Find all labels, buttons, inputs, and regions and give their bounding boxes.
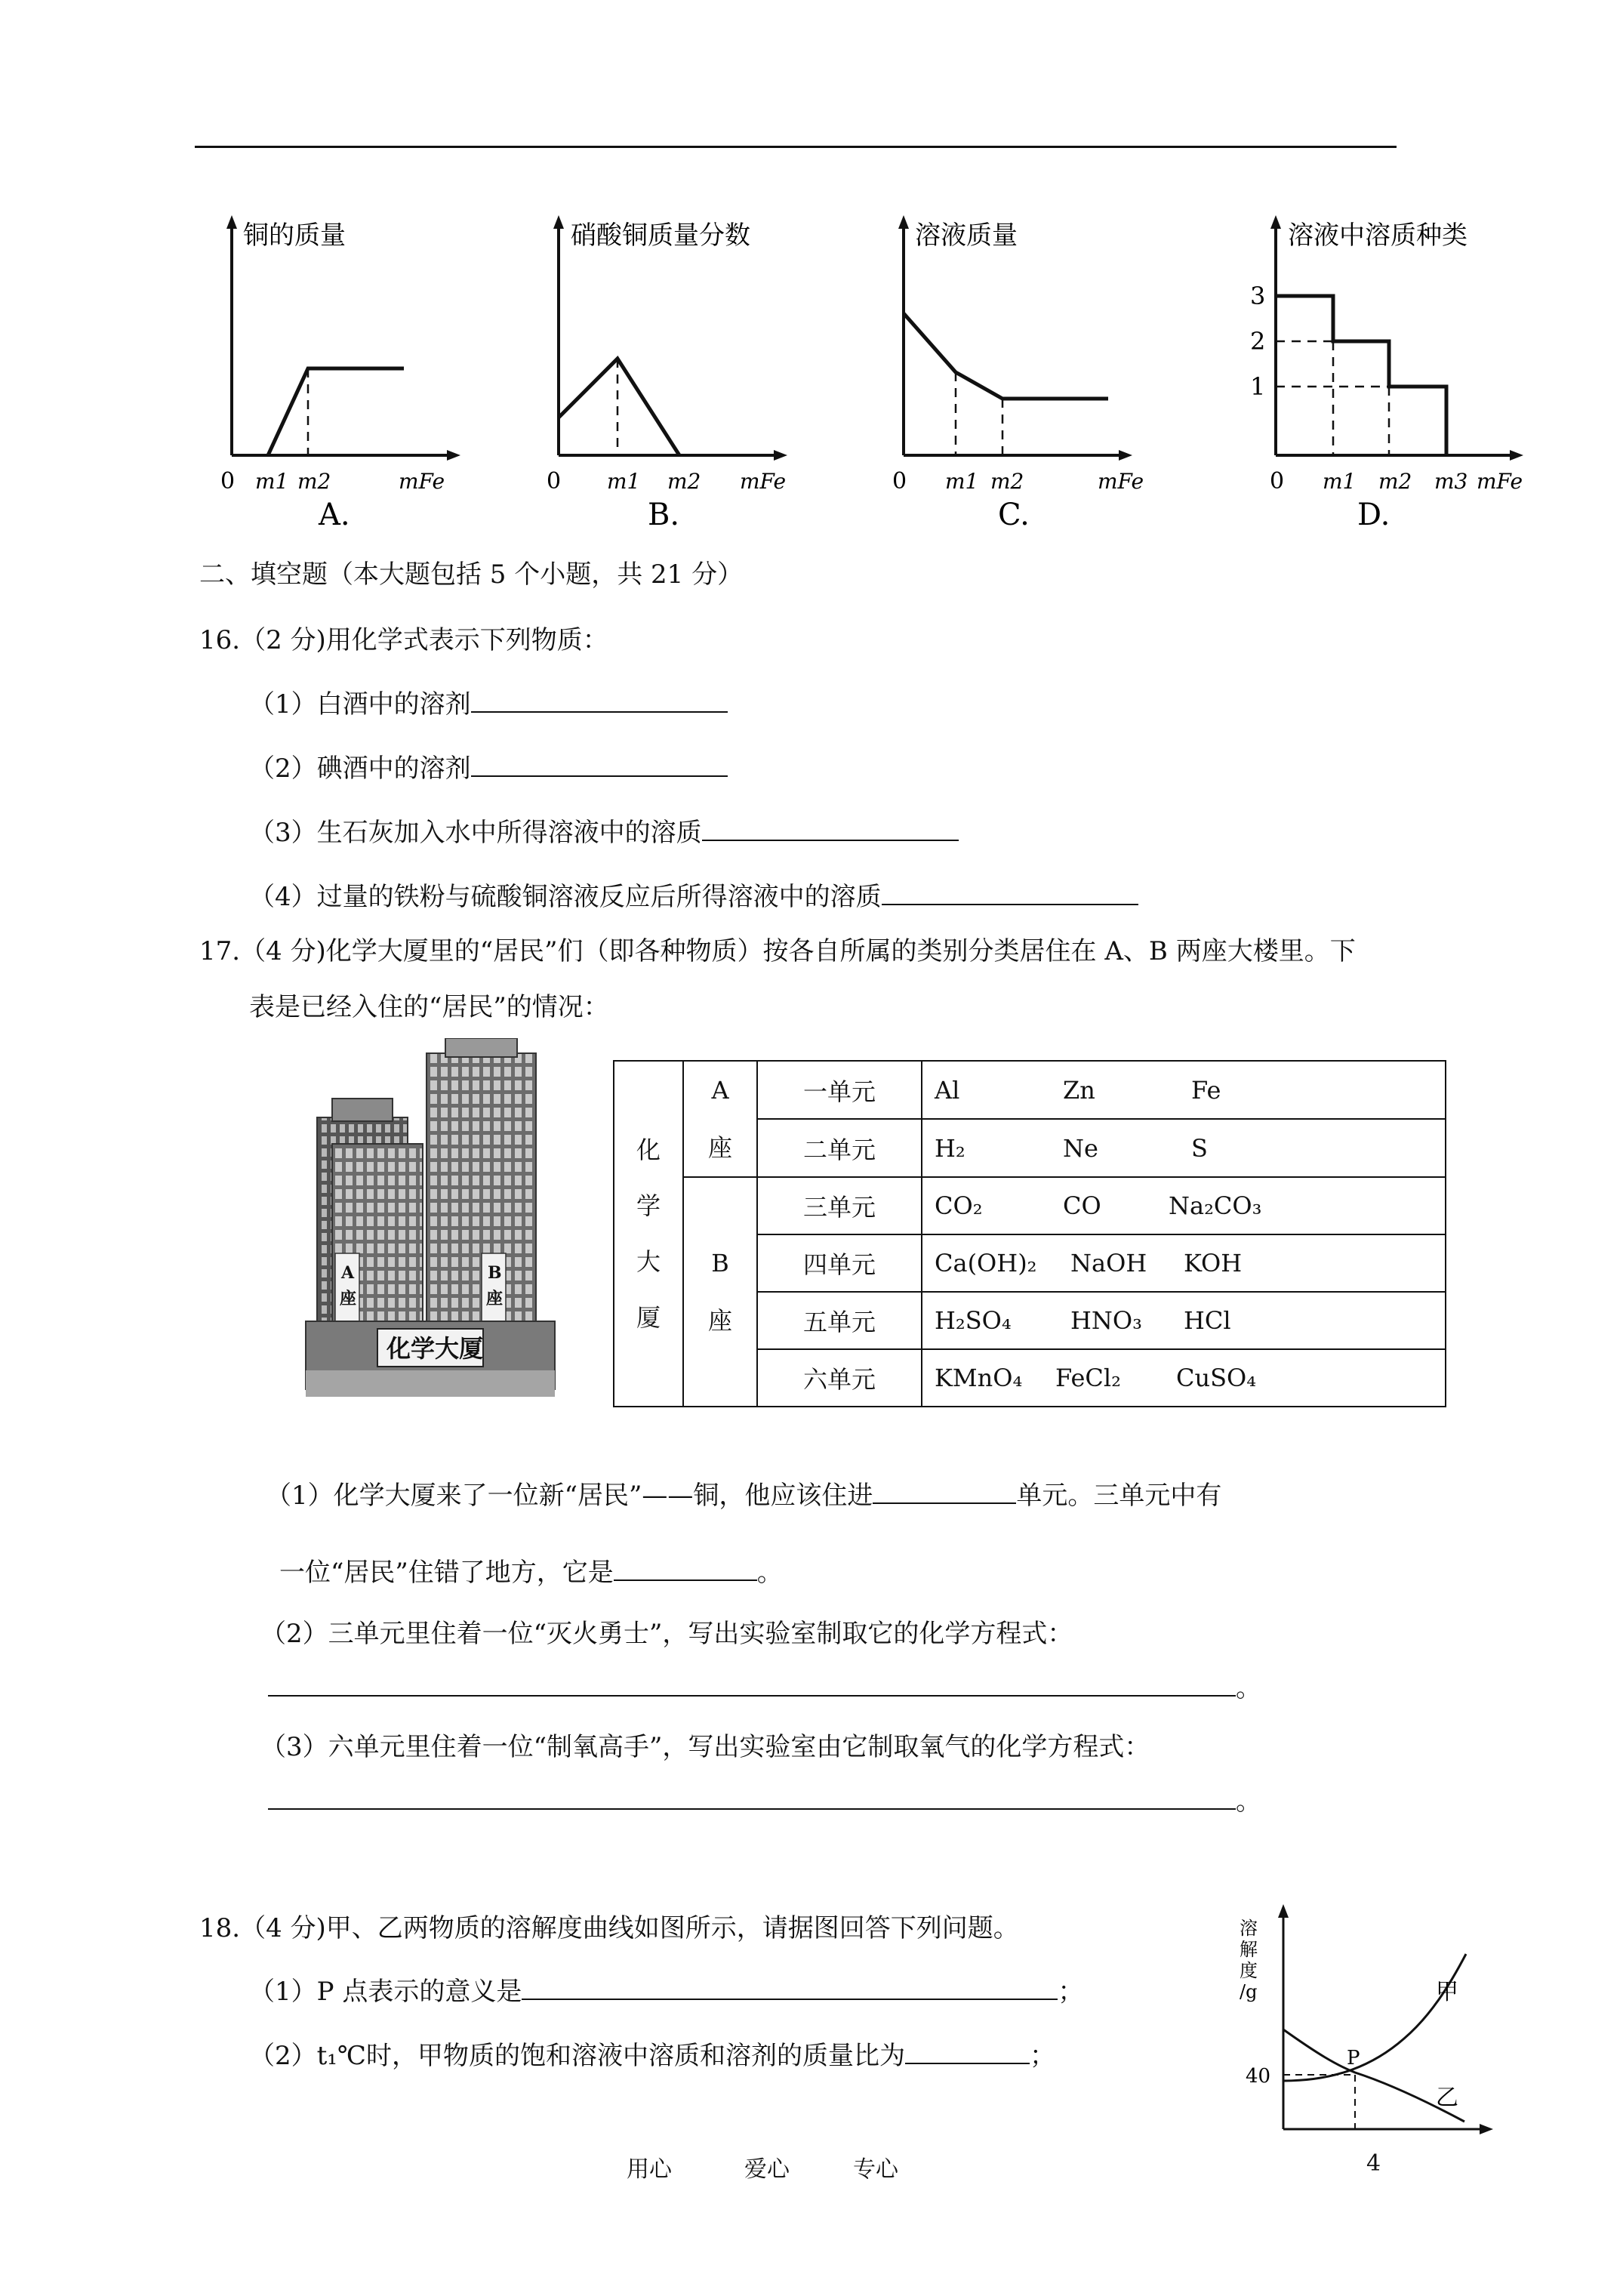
q17-answer-equation-1[interactable] bbox=[268, 1694, 1236, 1697]
q18-sub1: （1）P 点表示的意义是 ； bbox=[249, 1977, 1084, 2007]
graph-a-curve bbox=[268, 368, 404, 455]
table-members-1: Al Zn Fe bbox=[922, 1061, 1446, 1119]
q16-answer-2[interactable] bbox=[471, 775, 728, 777]
header-rule bbox=[195, 146, 1397, 148]
q17-stem-1: 17.（4 分)化学大厦里的“居民”们（即各种物质）按各自所属的类别分类居住在 A、B 两座大楼里。下 bbox=[199, 936, 1356, 966]
solubility-ylabel-2: 解 bbox=[1240, 1939, 1258, 1960]
svg-text:座: 座 bbox=[486, 1289, 504, 1308]
q17-answer-wrong-resident[interactable] bbox=[614, 1579, 757, 1581]
graph-b-origin: 0 bbox=[547, 468, 562, 495]
q16-item-3-text: （3）生石灰加入水中所得溶液中的溶质 bbox=[249, 818, 702, 848]
footer-item-2: 爱心 bbox=[744, 2156, 790, 2183]
table-unit-3: 三单元 bbox=[757, 1177, 922, 1234]
graph-d-xlabel: mFe bbox=[1477, 469, 1523, 494]
table-members-3: CO₂ CO Na₂CO₃ bbox=[922, 1177, 1446, 1234]
footer-item-1: 用心 bbox=[627, 2156, 672, 2183]
graph-a-origin: 0 bbox=[220, 468, 236, 495]
q16-answer-4[interactable] bbox=[882, 903, 1138, 905]
graph-d-origin: 0 bbox=[1270, 468, 1285, 495]
q17-stem-2: 表是已经入住的“居民”的情况： bbox=[249, 992, 609, 1022]
graph-d-curve bbox=[1276, 296, 1446, 455]
table-unit-4: 四单元 bbox=[757, 1234, 922, 1292]
graph-d-tick-m2: m2 bbox=[1378, 469, 1412, 494]
graph-b-ylabel: 硝酸铜质量分数 bbox=[571, 220, 750, 251]
table-members-5: H₂SO₄ HNO₃ HCl bbox=[922, 1292, 1446, 1349]
solubility-ylabel-1: 溶 bbox=[1240, 1918, 1258, 1939]
q18-answer-1[interactable] bbox=[522, 1998, 1058, 2000]
table-members-2: H₂ Ne S bbox=[922, 1119, 1446, 1177]
q17-sub2-answer: 。 bbox=[268, 1667, 1261, 1704]
q17-answer-unit[interactable] bbox=[873, 1502, 1016, 1504]
graph-c-origin: 0 bbox=[892, 468, 907, 495]
solubility-point-p: P bbox=[1347, 2047, 1360, 2069]
q16-item-4 bbox=[249, 876, 1138, 913]
graph-c-tick-m1: m1 bbox=[945, 469, 979, 494]
q16-item-2 bbox=[249, 747, 728, 784]
building-a-sign: A bbox=[341, 1263, 355, 1283]
q18-stem: 18.（4 分)甲、乙两物质的溶解度曲线如图所示，请据图回答下列问题。 bbox=[199, 1913, 1019, 1943]
solubility-ylabel-3: 度 bbox=[1240, 1960, 1258, 1981]
building-svg bbox=[302, 1038, 559, 1397]
table-b-block: B 座 bbox=[683, 1177, 757, 1407]
graph-d bbox=[1244, 215, 1531, 532]
q17-answer-equation-2[interactable] bbox=[268, 1808, 1236, 1810]
graph-b-svg bbox=[542, 215, 791, 532]
graph-b bbox=[542, 215, 791, 532]
q16-item-2-text: （2）碘酒中的溶剂 bbox=[249, 754, 471, 784]
solubility-graph-svg bbox=[1223, 1903, 1495, 2152]
q16-answer-1[interactable] bbox=[471, 710, 728, 713]
footer-item-3: 专心 bbox=[853, 2156, 898, 2183]
chemistry-building-table bbox=[613, 1060, 1446, 1407]
graph-d-ytick-3: 3 bbox=[1250, 282, 1266, 310]
solubility-label-yi: 乙 bbox=[1436, 2085, 1458, 2111]
graph-a-tick-m2: m2 bbox=[297, 469, 331, 494]
graph-a-option: A. bbox=[319, 498, 350, 532]
q17-sub1-line2: 一位“居民”住错了地方，它是 。 bbox=[279, 1558, 783, 1588]
solubility-ytick-40: 40 bbox=[1246, 2065, 1271, 2088]
graph-d-ytick-2: 2 bbox=[1250, 327, 1266, 356]
svg-text:座: 座 bbox=[340, 1289, 357, 1308]
table-title-cell: 化 学 大 厦 bbox=[614, 1061, 683, 1407]
table-a-block: A 座 bbox=[683, 1061, 757, 1177]
q16-stem: 16.（2 分)用化学式表示下列物质： bbox=[199, 625, 608, 655]
q17-sub1-line1: （1）化学大厦来了一位新“居民”——铜，他应该住进 单元。三单元中有 bbox=[266, 1481, 1222, 1511]
graph-a-tick-m1: m1 bbox=[255, 469, 289, 494]
graph-a-xlabel: mFe bbox=[399, 469, 445, 494]
graph-c-curve bbox=[904, 313, 1108, 399]
page-number: 4 bbox=[1366, 2150, 1381, 2177]
graph-d-ylabel: 溶液中溶质种类 bbox=[1288, 220, 1467, 251]
table-unit-2: 二单元 bbox=[757, 1119, 922, 1177]
graph-d-tick-m1: m1 bbox=[1323, 469, 1357, 494]
section-heading: 二、填空题（本大题包括 5 个小题，共 21 分） bbox=[199, 559, 744, 590]
solubility-graph bbox=[1223, 1903, 1495, 2152]
q16-item-3 bbox=[249, 812, 959, 849]
graph-c-xlabel: mFe bbox=[1098, 469, 1144, 494]
q17-sub2: （2）三单元里住着一位“灭火勇士”，写出实验室制取它的化学方程式： bbox=[260, 1619, 1073, 1649]
graph-b-tick-m2: m2 bbox=[667, 469, 701, 494]
solubility-ylabel-unit: /g bbox=[1240, 1981, 1258, 2002]
graph-d-tick-m3: m3 bbox=[1434, 469, 1468, 494]
building-sign: 化学大厦 bbox=[387, 1334, 484, 1363]
graph-b-curve bbox=[559, 359, 679, 455]
q18-sub2: （2）t₁℃时，甲物质的饱和溶液中溶质和溶剂的质量比为 ； bbox=[249, 2041, 1055, 2071]
q16-item-1 bbox=[249, 683, 728, 720]
q17-sub3-answer: 。 bbox=[268, 1780, 1261, 1817]
graph-d-option: D. bbox=[1357, 498, 1390, 532]
graph-b-xlabel: mFe bbox=[740, 469, 787, 494]
table-members-4: Ca(OH)₂ NaOH KOH bbox=[922, 1234, 1446, 1292]
solubility-curve-jia bbox=[1283, 1954, 1466, 2081]
q16-item-1-text: （1）白酒中的溶剂 bbox=[249, 689, 471, 720]
building-b-sign: B bbox=[488, 1263, 502, 1283]
graph-c bbox=[885, 215, 1144, 532]
graph-d-ytick-1: 1 bbox=[1250, 372, 1266, 401]
graph-a bbox=[211, 215, 460, 532]
graph-d-svg bbox=[1244, 215, 1531, 532]
solubility-label-jia: 甲 bbox=[1436, 1979, 1458, 2005]
graph-a-ylabel: 铜的质量 bbox=[243, 220, 346, 251]
graph-c-ylabel: 溶液质量 bbox=[915, 220, 1018, 251]
q16-item-4-text: （4）过量的铁粉与硫酸铜溶液反应后所得溶液中的溶质 bbox=[249, 882, 882, 912]
q18-answer-2[interactable] bbox=[905, 2062, 1030, 2064]
table-unit-1: 一单元 bbox=[757, 1061, 922, 1119]
table-unit-5: 五单元 bbox=[757, 1292, 922, 1349]
q16-answer-3[interactable] bbox=[702, 839, 959, 841]
graph-b-tick-m1: m1 bbox=[607, 469, 641, 494]
table-members-6: KMnO₄ FeCl₂ CuSO₄ bbox=[922, 1349, 1446, 1407]
graph-c-option: C. bbox=[998, 498, 1030, 532]
graph-c-svg bbox=[885, 215, 1144, 532]
table-unit-6: 六单元 bbox=[757, 1349, 922, 1407]
q17-sub3: （3）六单元里住着一位“制氧高手”，写出实验室由它制取氧气的化学方程式： bbox=[260, 1732, 1150, 1762]
graph-b-option: B. bbox=[648, 498, 680, 532]
graph-a-svg bbox=[211, 215, 460, 532]
chemistry-building-image bbox=[302, 1038, 559, 1397]
graph-c-tick-m2: m2 bbox=[990, 469, 1024, 494]
